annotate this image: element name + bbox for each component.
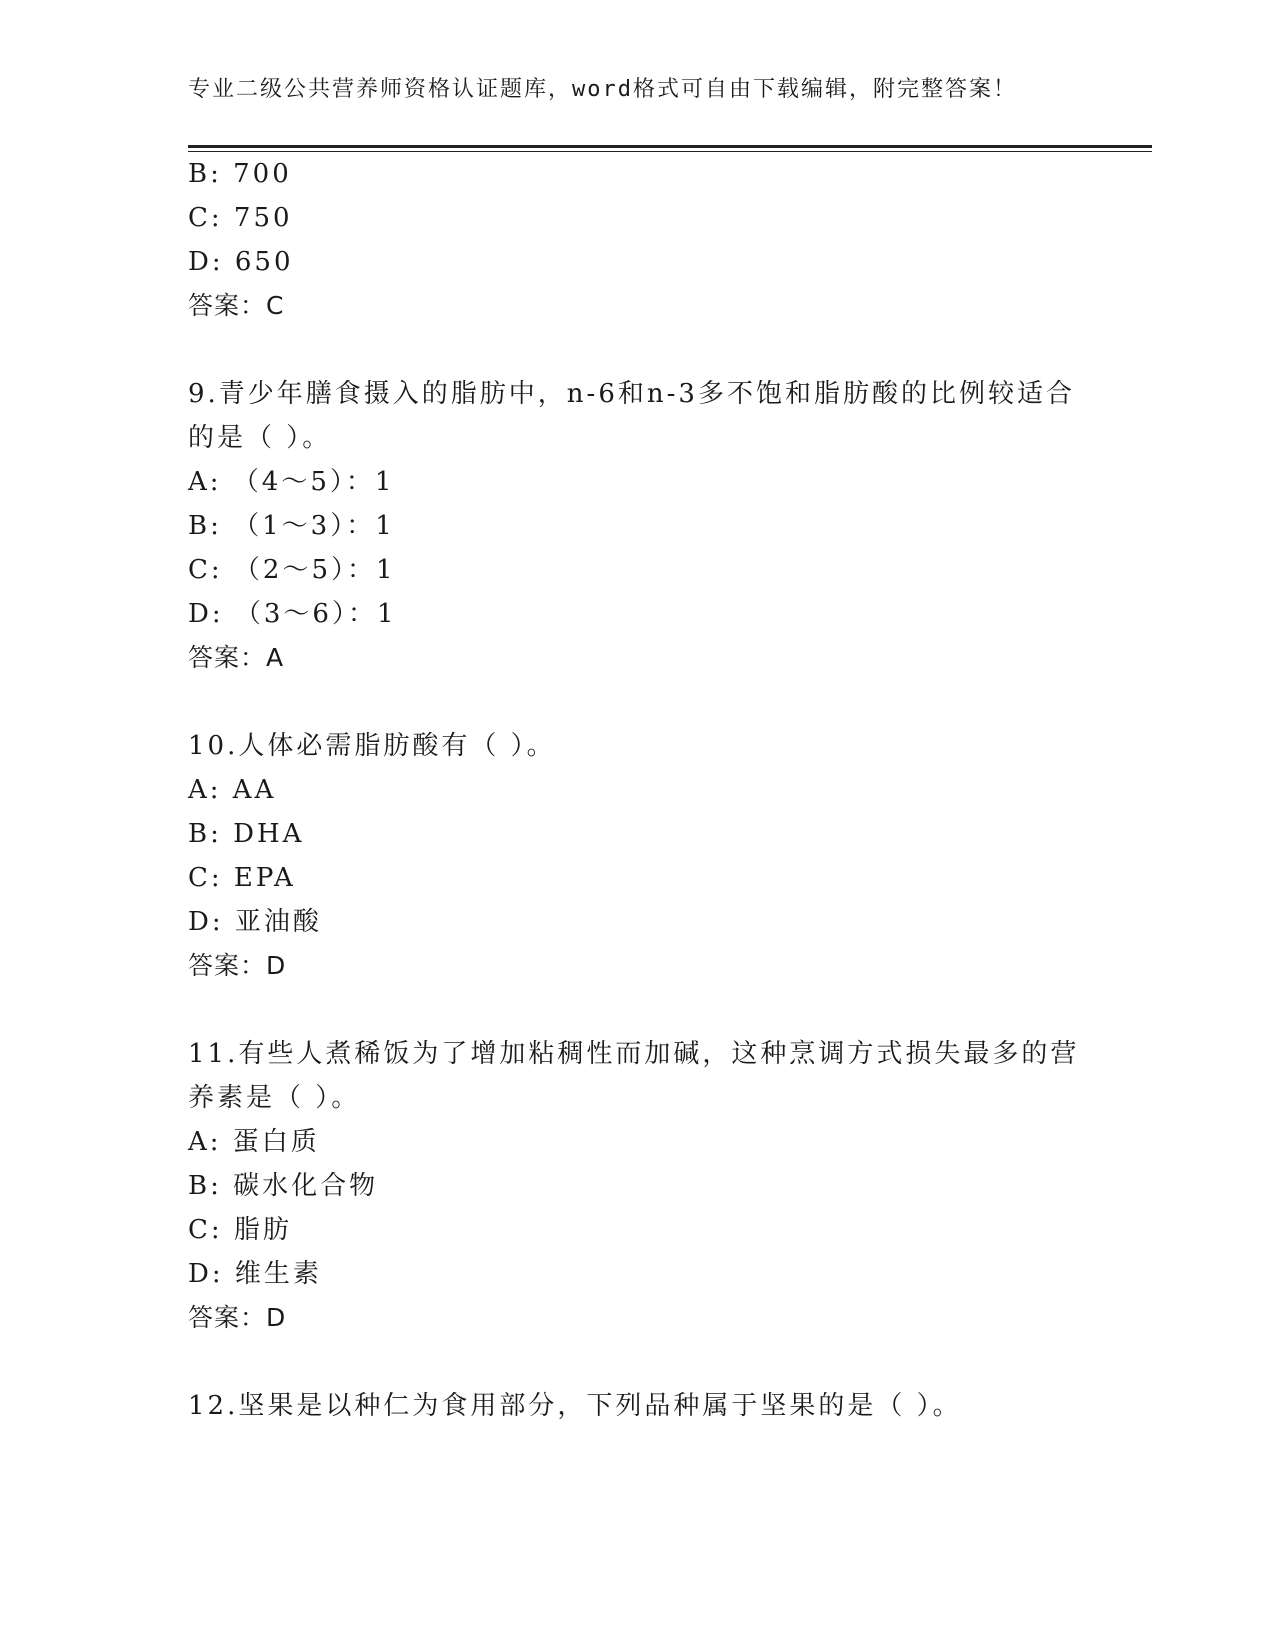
option-line: D: （3～6）：1 (188, 599, 397, 629)
option-line: D: 650 (188, 247, 294, 277)
option-line: D: 维生素 (188, 1259, 322, 1289)
option-line: A: AA (188, 775, 277, 805)
answer-line: 答案：D (188, 951, 287, 980)
question-line: 9.青少年膳食摄入的脂肪中，n-6和n-3多不饱和脂肪酸的比例较适合 (188, 379, 1075, 409)
option-line: A: 蛋白质 (188, 1127, 320, 1157)
option-line: C: EPA (188, 863, 296, 893)
question-line: 12.坚果是以种仁为食用部分，下列品种属于坚果的是（ ）。 (188, 1391, 962, 1421)
option-line: B: DHA (188, 819, 305, 849)
answer-line: 答案：A (188, 643, 285, 672)
header-divider-thin (188, 151, 1152, 152)
answer-line: 答案：C (188, 291, 285, 320)
question-line: 养素是（ ）。 (188, 1083, 361, 1113)
option-line: C: （2～5）：1 (188, 555, 396, 585)
question-line: 的是（ ）。 (188, 423, 332, 453)
page-header: 专业二级公共营养师资格认证题库，word格式可自由下载编辑，附完整答案！ (188, 77, 1017, 102)
header-divider-thick (188, 145, 1152, 148)
question-line: 10.人体必需脂肪酸有（ ）。 (188, 731, 556, 761)
answer-line: 答案：D (188, 1303, 287, 1332)
option-line: B: （1～3）：1 (188, 511, 395, 541)
option-line: C: 750 (188, 203, 293, 233)
option-line: D: 亚油酸 (188, 907, 322, 937)
option-line: B: 700 (188, 159, 292, 189)
option-line: C: 脂肪 (188, 1215, 292, 1245)
option-line: A: （4～5）：1 (188, 467, 395, 497)
question-line: 11.有些人煮稀饭为了增加粘稠性而加碱，这种烹调方式损失最多的营 (188, 1039, 1080, 1069)
option-line: B: 碳水化合物 (188, 1171, 379, 1201)
